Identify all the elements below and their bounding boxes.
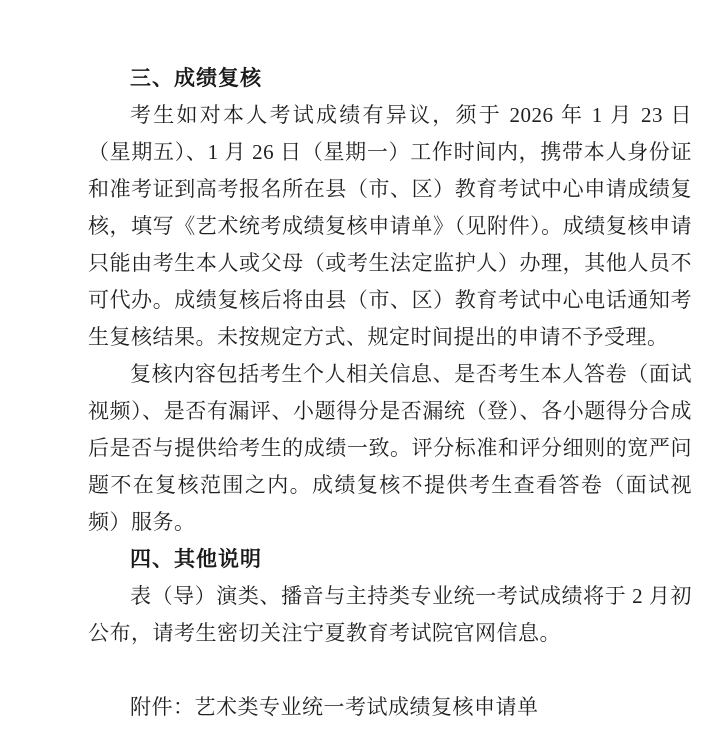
section-heading-other-notes: 四、其他说明 (130, 548, 262, 571)
paragraph-other-notes: 表（导）演类、播音与主持类专业统一考试成绩将于 2 月初公布，请考生密切关注宁夏教育考试院官网信息。 (88, 584, 692, 645)
section-heading-score-review: 三、成绩复核 (130, 67, 262, 90)
paragraph-score-review-procedure: 考生如对本人考试成绩有异议，须于 2026 年 1 月 23 日（星期五）、1 月 26 日（星期一）工作时间内，携带本人身份证和准考证到高考报名所在县（市、区）教育考试中心申请成绩复核，填写《艺术统考成绩复核申请单》（见附件）。成绩复核申请只能由考生本人或父母（或考生法定监护人）办理，其他人员不可代办。成绩复核后将由县（市、区）教育考试中心电话通知考生复核结果。未按规定方式、规定时间提出的申请不予受理。 (88, 103, 692, 349)
attachment-note: 附件：艺术类专业统一考试成绩复核申请单 (130, 695, 539, 719)
document-content (88, 60, 692, 726)
paragraph-review-scope: 复核内容包括考生个人相关信息、是否考生本人答卷（面试视频）、是否有漏评、小题得分是否漏统（登）、各小题得分合成后是否与提供给考生的成绩一致。评分标准和评分细则的宽严问题不在复核范围之内。成绩复核不提供考生查看答卷（面试视频）服务。 (88, 362, 692, 534)
